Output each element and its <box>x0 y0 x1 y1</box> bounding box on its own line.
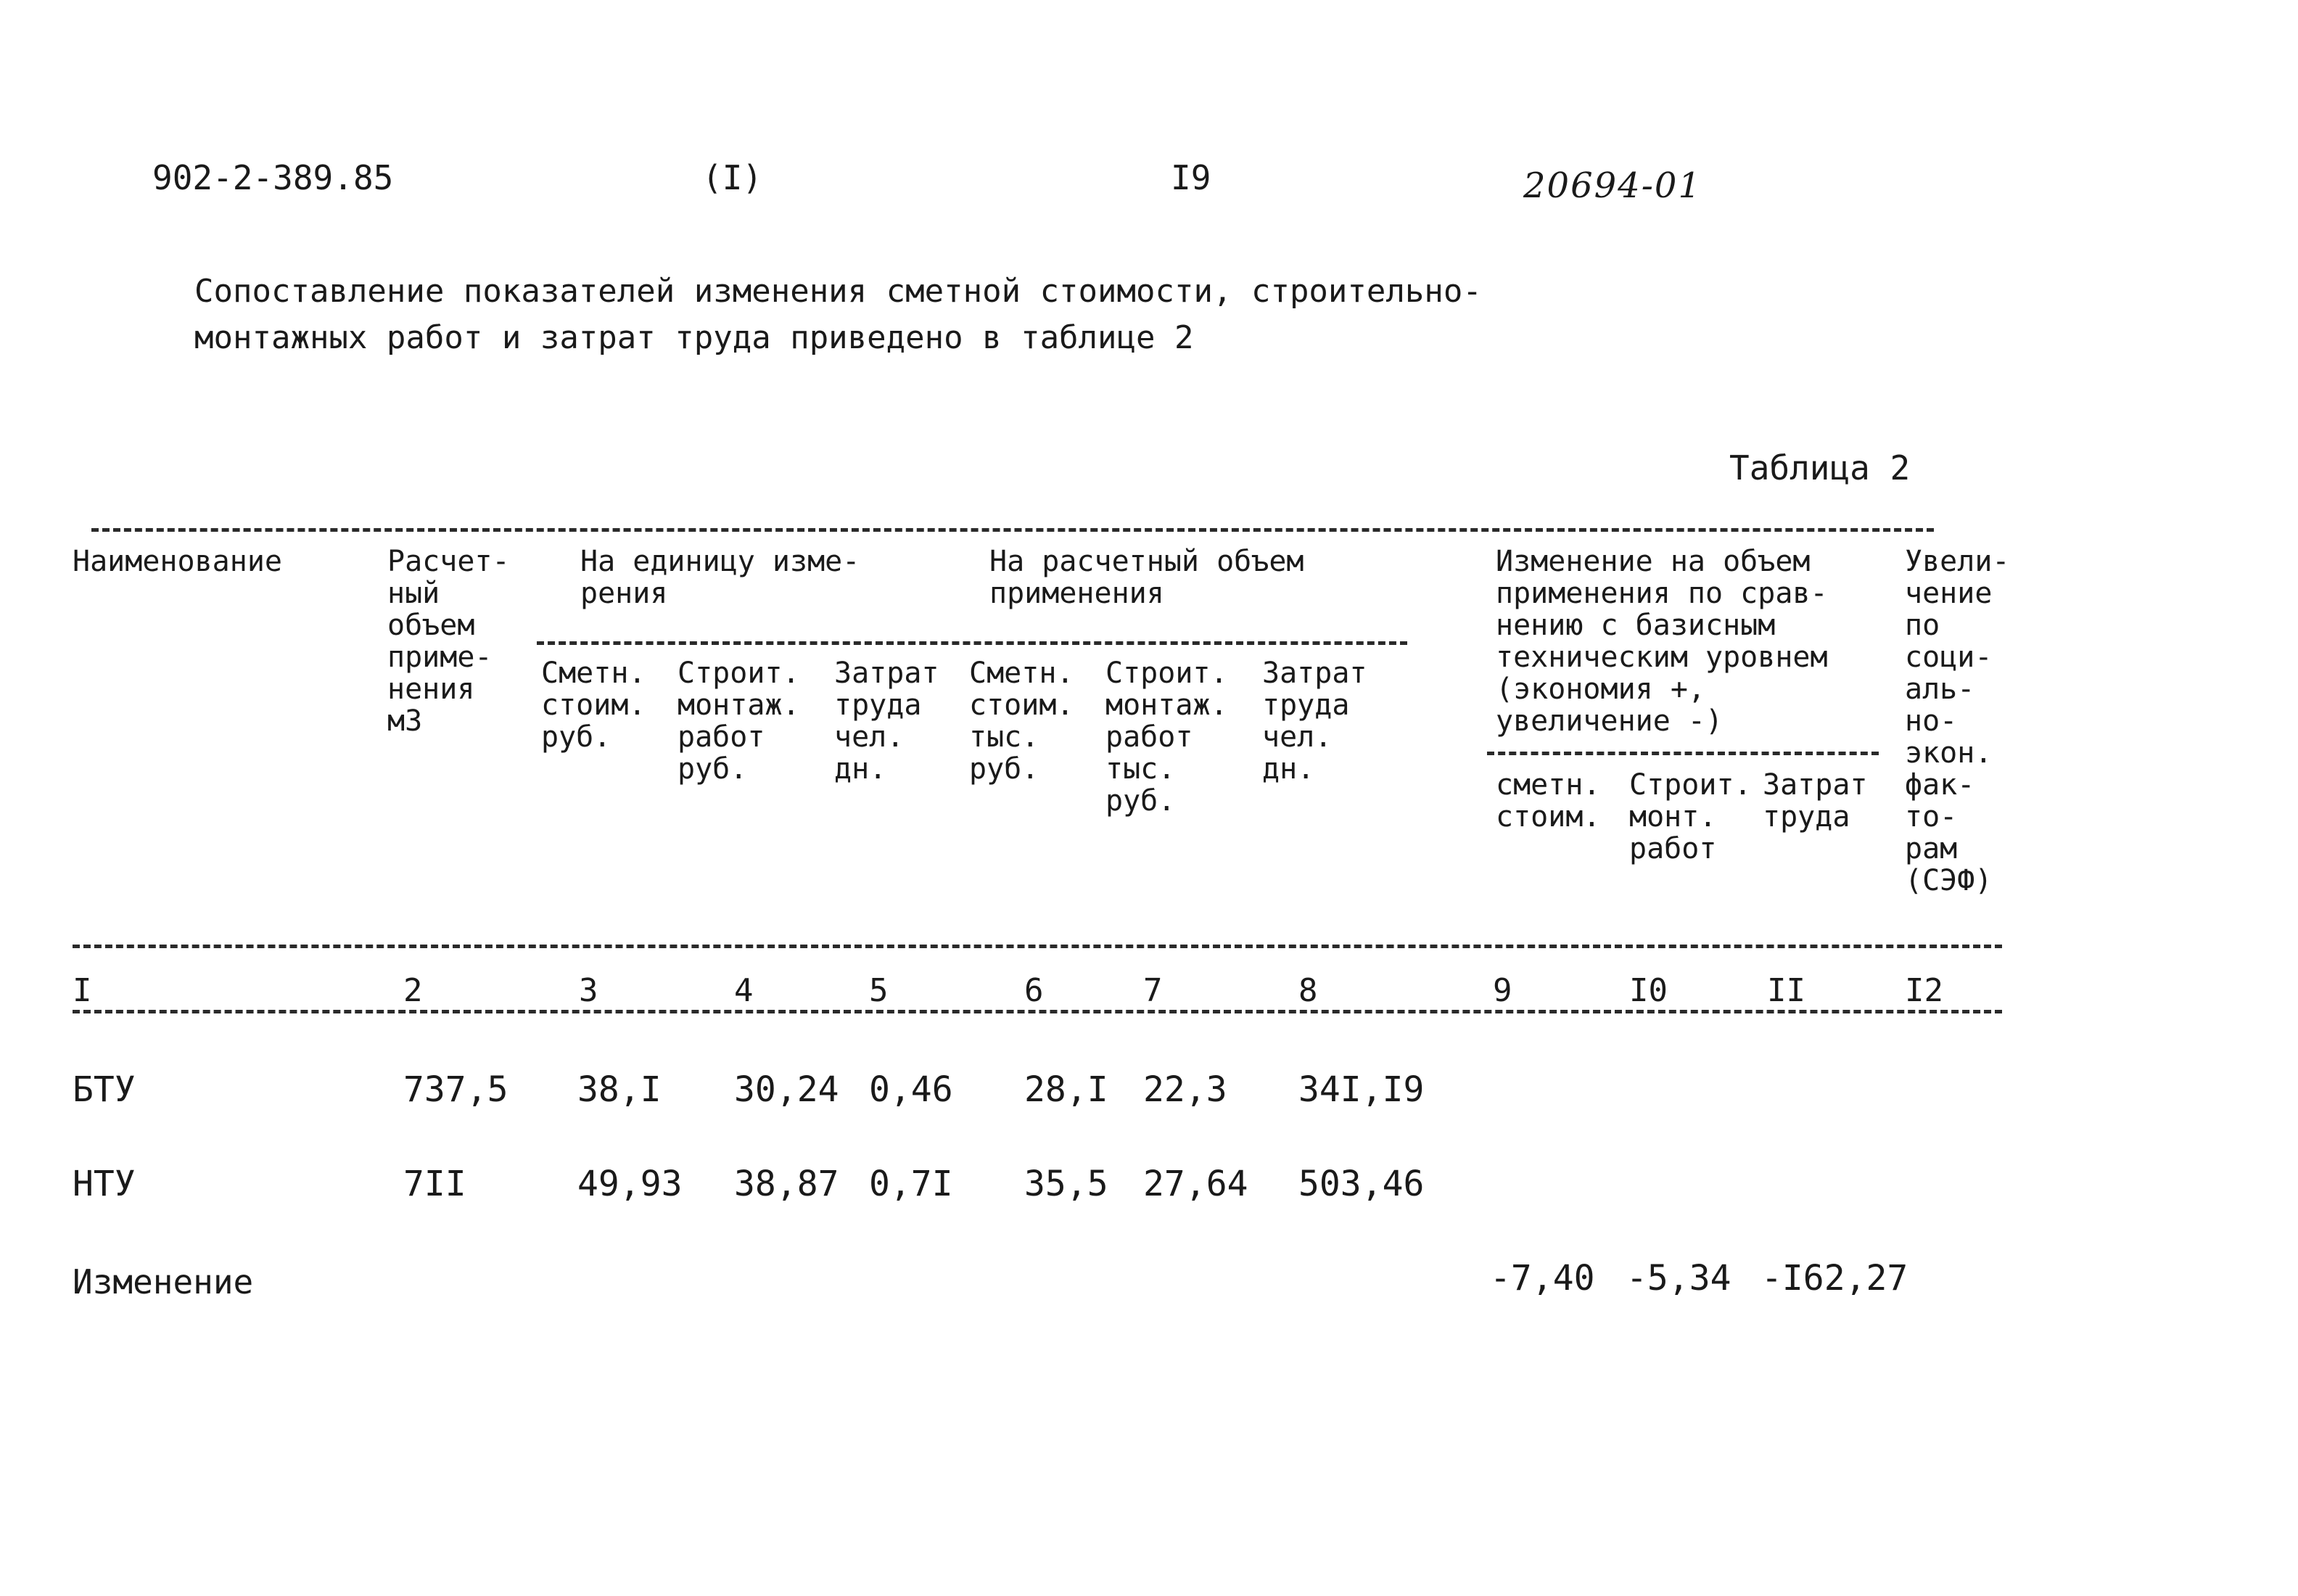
header-sef: Увели- чение по соци- аль- но- экон. фак- то- рам (СЭФ) <box>1905 545 2010 897</box>
column-number: 9 <box>1493 972 1512 1009</box>
column-number: I <box>73 972 92 1009</box>
table-cell: -5,34 <box>1626 1258 1731 1299</box>
header-calc-volume: Расчет- ный объем приме- нения м3 <box>387 545 510 738</box>
table-cell: 35,5 <box>1024 1164 1108 1204</box>
table-cell: 22,3 <box>1143 1069 1227 1110</box>
doc-code: 902-2-389.85 <box>152 158 394 197</box>
subheader-rule-change <box>1487 752 1879 755</box>
table-cell: 28,I <box>1024 1069 1108 1110</box>
table-cell: 34I,I9 <box>1298 1069 1425 1110</box>
table-cell: -7,40 <box>1490 1258 1595 1299</box>
header-per-volume-construction: Строит. монтаж. работ тыс. руб. <box>1105 657 1228 818</box>
column-number: 2 <box>403 972 423 1009</box>
header-per-unit-cost: Сметн. стоим. руб. <box>541 657 646 754</box>
table-cell: 0,46 <box>869 1069 953 1110</box>
header-per-volume-cost: Сметн. стоим. тыс. руб. <box>969 657 1074 786</box>
page-number: I9 <box>1171 158 1211 197</box>
header-name: Наименование <box>73 545 282 578</box>
column-number: I2 <box>1905 972 1943 1009</box>
table-cell: 27,64 <box>1143 1164 1248 1204</box>
subheader-rule-mid <box>537 641 1407 645</box>
column-numbers-rule <box>73 1010 2002 1013</box>
row-name-btu: БТУ <box>73 1069 136 1110</box>
table-cell: 737,5 <box>403 1069 508 1110</box>
header-change-construction: Строит. монт. работ <box>1629 768 1752 865</box>
table-cell: 38,87 <box>734 1164 839 1204</box>
header-per-volume-labor: Затрат труда чел. дн. <box>1262 657 1367 786</box>
column-number: II <box>1767 972 1805 1009</box>
table-cell: 38,I <box>577 1069 662 1110</box>
table-cell: -I62,27 <box>1761 1258 1908 1299</box>
column-number: 5 <box>869 972 889 1009</box>
header-change-cost: сметн. стоим. <box>1496 768 1601 834</box>
intro-line-2: монтажных работ и затрат труда приведено в таблице 2 <box>194 319 1194 356</box>
column-number: 8 <box>1298 972 1318 1009</box>
column-number: 3 <box>579 972 598 1009</box>
row-name-change: Изменение <box>73 1262 254 1301</box>
table-cell: 7II <box>403 1164 466 1204</box>
intro-line-1: Сопоставление показателей изменения сметной стоимости, строительно- <box>194 273 1482 310</box>
column-number: 4 <box>734 972 754 1009</box>
intro-paragraph <box>194 268 1645 361</box>
header-change-group: Изменение на объем применения по срав- нению с базисным техническим уровнем (экономия +, увеличение -) <box>1496 545 1828 738</box>
header-change-labor: Затрат труда <box>1763 768 1868 834</box>
header-per-volume-group: На расчетный объем применения <box>989 545 1304 610</box>
row-name-ntu: НТУ <box>73 1164 136 1204</box>
part-number: (I) <box>702 158 763 197</box>
table-top-rule <box>91 528 1934 532</box>
header-per-unit-labor: Затрат труда чел. дн. <box>834 657 939 786</box>
header-per-unit-construction: Строит. монтаж. работ руб. <box>678 657 800 786</box>
table-cell: 30,24 <box>734 1069 839 1110</box>
table-label: Таблица 2 <box>1729 448 1911 488</box>
column-number: 7 <box>1143 972 1163 1009</box>
inventory-number: 20694-01 <box>1523 165 1702 206</box>
header-per-unit-group: На единицу изме- рения <box>580 545 860 610</box>
table-cell: 0,7I <box>869 1164 953 1204</box>
table-cell: 49,93 <box>577 1164 683 1204</box>
column-number: 6 <box>1024 972 1044 1009</box>
header-bottom-rule <box>73 945 2002 948</box>
column-number: I0 <box>1629 972 1668 1009</box>
table-cell: 503,46 <box>1298 1164 1425 1204</box>
